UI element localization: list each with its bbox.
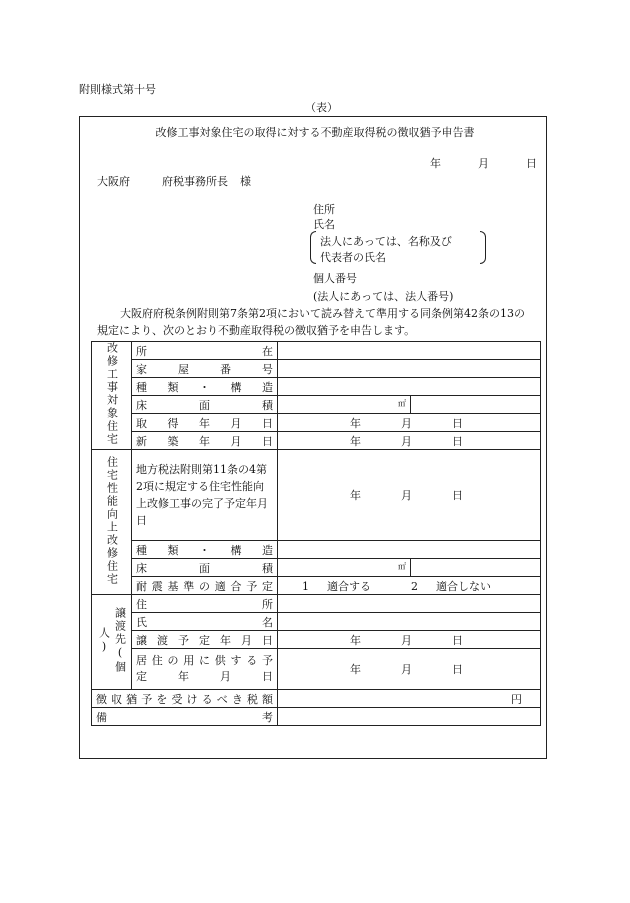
field-type-structure-2[interactable] — [278, 541, 541, 559]
section2-header: 住宅性能向上改修住宅 — [92, 450, 132, 595]
label-transfer-date: 譲渡予定年月日 — [132, 631, 278, 649]
date-year: 年 — [430, 157, 441, 170]
date-day: 日 — [526, 157, 537, 170]
applicant-address-label: 住所 — [313, 203, 335, 216]
label-transferee-name: 氏名 — [132, 613, 278, 631]
field-floor-area-2[interactable] — [278, 559, 411, 577]
side-label: （表） — [305, 101, 338, 114]
field-transferee-address[interactable] — [278, 595, 541, 613]
section3-header: 譲渡先(個人) — [92, 595, 132, 690]
field-residence-date[interactable]: 年 月 日 — [278, 649, 541, 690]
declaration-line1: 大阪府府税条例附則第7条第2項において読み替えて準用する同条例第42条の13の — [120, 307, 525, 320]
declaration-table — [91, 341, 541, 726]
date-month: 月 — [478, 157, 489, 170]
field-tax-amount[interactable] — [278, 690, 541, 708]
field-acquisition-date[interactable]: 年 月 日 — [278, 414, 541, 432]
label-completion-date: 地方税法附則第11条の4第2項に規定する住宅性能向上改修工事の完了予定年月日 — [132, 450, 278, 541]
label-tax-amount: 徴収猶予を受けるべき税額 — [92, 690, 278, 708]
id-number-label: 個人番号 — [313, 272, 357, 285]
label-seismic: 耐震基準の適合予定 — [132, 577, 278, 595]
declaration-line2: 規定により、次のとおり不動産取得税の徴収猶予を申告します。 — [97, 324, 416, 337]
field-location[interactable] — [278, 342, 541, 360]
field-floor-area-2-extra[interactable] — [411, 559, 541, 577]
seismic-option1-no: 1 — [302, 579, 309, 593]
application-date[interactable] — [430, 155, 537, 171]
addressee — [97, 173, 251, 189]
label-type-structure: 種類・構造 — [132, 378, 278, 396]
form-title: 改修工事対象住宅の取得に対する不動産取得税の徴収猶予申告書 — [155, 126, 475, 139]
label-transferee-address: 住所 — [132, 595, 278, 613]
applicant-name-label: 氏名 — [313, 218, 335, 231]
field-house-number[interactable] — [278, 360, 541, 378]
addressee-office: 府税事務所長 — [162, 175, 228, 188]
label-location: 所在 — [132, 342, 278, 360]
corp-note-2: 代表者の氏名 — [320, 251, 386, 264]
label-floor-area: 床面積 — [132, 396, 278, 414]
field-transferee-name[interactable] — [278, 613, 541, 631]
seismic-option2-no: 2 — [411, 579, 418, 593]
label-remarks: 備考 — [92, 708, 278, 726]
corp-note-1: 法人にあっては、名称及び — [320, 235, 452, 248]
label-acquisition-date: 取得年月日 — [132, 414, 278, 432]
yen-unit: 円 — [511, 692, 522, 706]
field-floor-area-extra[interactable] — [411, 396, 541, 414]
addressee-honorific: 様 — [240, 175, 251, 188]
label-construction-date: 新築年月日 — [132, 432, 278, 450]
m2-unit-2: ㎡ — [398, 562, 406, 571]
section1-header: 改修工事対象住宅 — [92, 342, 132, 450]
m2-unit: ㎡ — [398, 399, 406, 408]
field-transfer-date[interactable]: 年 月 日 — [278, 631, 541, 649]
form-label: 附則様式第十号 — [79, 83, 156, 96]
seismic-option1[interactable]: 適合する — [327, 579, 371, 593]
seismic-option2[interactable]: 適合しない — [436, 579, 491, 593]
field-construction-date[interactable]: 年 月 日 — [278, 432, 541, 450]
addressee-pref: 大阪府 — [97, 175, 130, 188]
field-remarks[interactable] — [278, 708, 541, 726]
label-house-number: 家屋番号 — [132, 360, 278, 378]
label-type-structure-2: 種類・構造 — [132, 541, 278, 559]
label-residence-date: 居住の用に供する予 定年月日 — [132, 649, 278, 690]
label-floor-area-2: 床面積 — [132, 559, 278, 577]
field-completion-date[interactable]: 年 月 日 — [278, 450, 541, 541]
field-seismic[interactable] — [278, 577, 541, 595]
field-floor-area[interactable] — [278, 396, 411, 414]
id-corp-label: (法人にあっては、法人番号) — [313, 290, 454, 303]
field-type-structure[interactable] — [278, 378, 541, 396]
